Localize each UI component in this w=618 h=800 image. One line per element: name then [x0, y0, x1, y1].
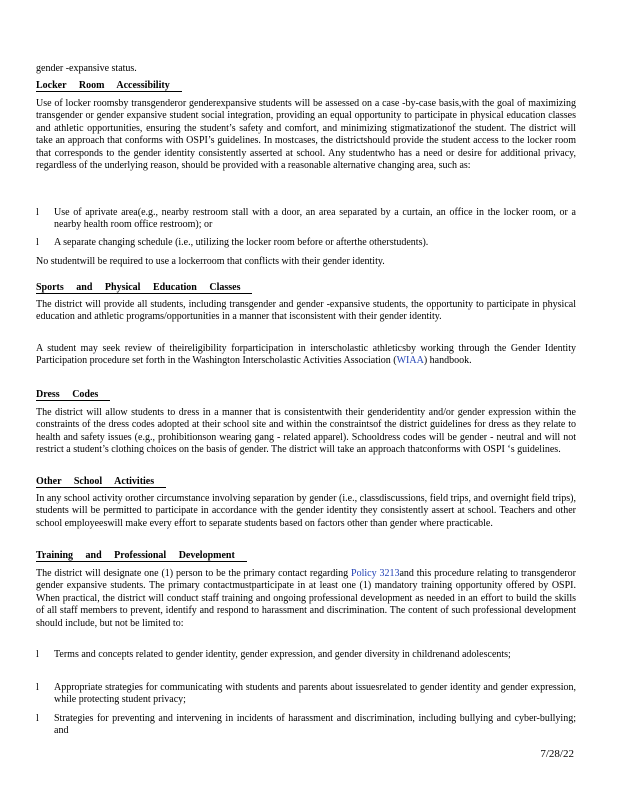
locker-heading: [36, 80, 182, 92]
footer-date: 7/28/22: [540, 748, 574, 760]
dress-heading-text: Dress Codes: [36, 389, 110, 401]
intro-fragment: gender -expansive status.: [36, 63, 137, 74]
dress-body: The district will allow students to dress in a manner that is consistentwith their genderidentity and/or gender expression within the constraints of the dress codes adopted at their school site and within the constraintsof the district guidelines for dress as they relate to health and safety issues (e.g., prohibitionson wearing gang - related apparel). Schooldress codes will be gender - neutral and will not restrict a student’s clothing choices on the basis of gender. The district will take an approach thatconforms with OSPI ‘s guidelines.: [36, 407, 576, 456]
list-item-text: Appropriate strategies for communicating with students and parents about issuesrelated to gender identity and gender expression, while protecting student privacy;: [54, 682, 576, 706]
list-item-text: Use of aprivate area(e.g., nearby restroom stall with a door, an area separated by a curtain, an office in the locker room, or a nearby health room office restroom); or: [54, 207, 576, 231]
list-item-text: A separate changing schedule (i.e., utilizing the locker room before or afterthe otherstudents).: [54, 237, 429, 248]
list-item-text: Terms and concepts related to gender identity, gender expression, and gender diversity in childrenand adolescents;: [54, 649, 511, 660]
bullet-icon: l: [36, 682, 39, 693]
bullet-icon: l: [36, 713, 39, 724]
sports-body-2-end: ) handbook.: [423, 355, 472, 367]
sports-body-2: [36, 343, 576, 368]
sports-body: The district will provide all students, including transgender and gender -expansive students, the opportunity to participate in physical education and athletic programs/opportunities in a manner that isconsistent with their gender identity.: [36, 299, 576, 323]
sports-heading-text: Sports and Physical Education Classes: [36, 282, 252, 294]
list-item: [36, 649, 576, 661]
other-body: In any school activity orother circumstance involving separation by gender (i.e., classdiscussions, field trips, and overnight field trips), students will be permitted to participate in accordance with the gender identity they consistently assert at school. Teachers and other school employeeswill make every effort to separate students based on factors other than gender where practicable.: [36, 493, 576, 529]
bullet-icon: l: [36, 649, 39, 660]
list-item: [36, 237, 576, 249]
sports-heading: [36, 282, 252, 294]
bullet-icon: l: [36, 207, 39, 218]
training-body-rest: and this procedure relating to transgenderor gender expansive students. The primary contactmustparticipate in at least one (1) mandatory training opportunity offered by OSPI. When practical, the district will conduct staff training and ongoing professional development as needed in an effort to build the skills of all staff members to prevent, identify and respond to harassment and discrimination. The content of such professional development should include, but not be limited to:: [36, 568, 576, 629]
list-item-text: Strategies for preventing and intervening in incidents of harassment and discrimination, including bullying and cyber-bullying; and: [54, 713, 576, 737]
training-heading-text: Training and Professional Development: [36, 550, 247, 562]
training-body-text: The district will designate one (1) person to be the primary contact regarding: [36, 568, 352, 579]
locker-closing: No studentwill be required to use a lockerroom that conflicts with their gender identity.: [36, 256, 385, 267]
training-body: [36, 568, 576, 630]
list-item: [36, 682, 576, 707]
other-heading: [36, 476, 166, 488]
bullet-icon: l: [36, 237, 39, 248]
list-item: [36, 207, 576, 232]
training-heading: [36, 550, 247, 562]
locker-body: Use of locker roomsby transgenderor genderexpansive students will be assessed on a case -by-case basis,with the goal of maximizing transgender or gender expansive student social integration, providing an equal opportunity to participate in physical education classes and athletic opportunities, ensuring the student’s safety and comfort, and minimizing stigmatizationof the student. The district will take an approach that conforms with OSPI’s guidelines. In mostcases, the districtshould provide the student access to the locker room that corresponds to the gender identity consistently asserted at school. Any studentwho has a need or desire for additional privacy, regardless of the underlying reason, should be provided with a reasonable alternative changing area, such as:: [36, 98, 576, 172]
sports-body-2-text: A student may seek review of theireligibility forparticipation in interscholastic athleticsby working through the Gender Identity Participation procedure set forth in the Washington Interscholastic Activities Association (: [36, 343, 576, 367]
dress-heading: [36, 389, 110, 401]
wiaa-link[interactable]: WIAA: [396, 355, 424, 367]
policy-3213-link[interactable]: Policy 3213: [351, 568, 400, 579]
locker-heading-text: Locker Room Accessibility: [36, 80, 182, 92]
other-heading-text: Other School Activities: [36, 476, 166, 488]
list-item: [36, 713, 576, 738]
